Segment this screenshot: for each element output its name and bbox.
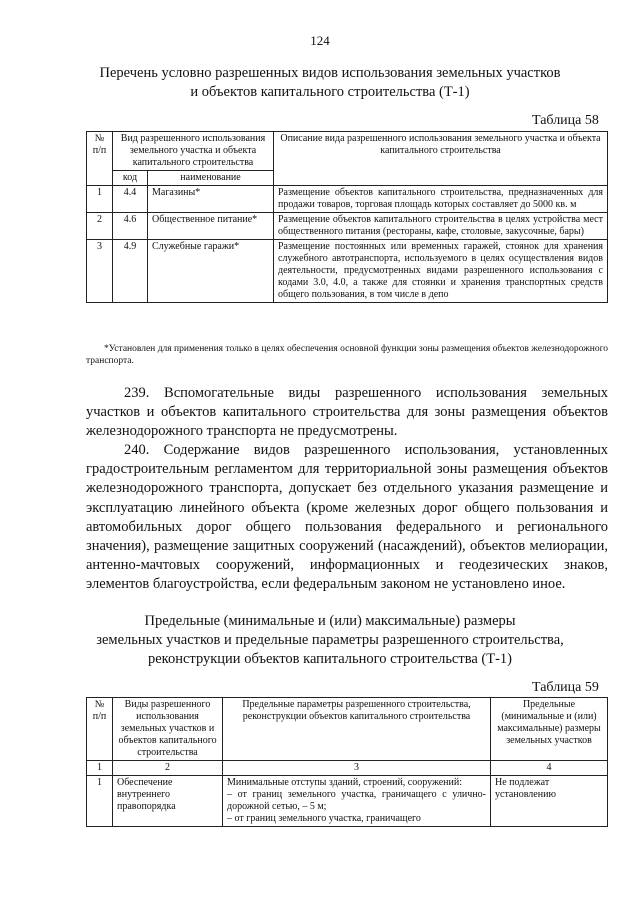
paragraph-239: 239. Вспомогательные виды разрешенного использования земельных участков и объектов капитального строительства для зоны размещения объектов железнодорожного транспорта не предусмотрены. bbox=[86, 385, 608, 440]
params-line: – от границ земельного участка, граничащего bbox=[227, 813, 421, 824]
table-59-caption: Таблица 59 bbox=[532, 680, 599, 695]
table-row bbox=[87, 186, 608, 213]
cell-num: 1 bbox=[87, 186, 113, 213]
table-header-row bbox=[87, 698, 608, 761]
cell-params bbox=[223, 776, 491, 827]
column-number: 4 bbox=[491, 761, 608, 776]
column-number: 1 bbox=[87, 761, 113, 776]
cell-description: Размещение объектов капитального строительства, предназначенных для продажи товаров, торговая площадь которых составляет до 5000 кв. м bbox=[274, 186, 608, 213]
table-row bbox=[87, 776, 608, 827]
list-heading bbox=[60, 64, 600, 102]
table-58-footnote: *Установлен для применения только в целях обеспечения основной функции зоны размещения объектов железнодорожного транспорта. bbox=[86, 344, 608, 366]
list-heading-line: Перечень условно разрешенных видов использования земельных участков bbox=[99, 65, 561, 81]
table-58-caption: Таблица 58 bbox=[532, 113, 599, 128]
header-num: № п/п bbox=[87, 698, 113, 761]
params-line: Минимальные отступы зданий, строений, сооружений: bbox=[227, 777, 463, 788]
cell-code: 4.4 bbox=[113, 186, 148, 213]
limits-heading-line: реконструкции объектов капитального строительства (Т-1) bbox=[147, 651, 513, 667]
cell-num: 1 bbox=[87, 776, 113, 827]
header-name: наименование bbox=[148, 171, 274, 186]
limits-heading-line: земельных участков и предельные параметры разрешенного строительства, bbox=[96, 632, 564, 648]
table-row bbox=[87, 213, 608, 240]
cell-code: 4.6 bbox=[113, 213, 148, 240]
table-59 bbox=[86, 697, 608, 827]
header-params: Предельные параметры разрешенного строительства, реконструкции объектов капитального строительства bbox=[223, 698, 491, 761]
list-heading-line: и объектов капитального строительства (Т-1) bbox=[190, 84, 470, 100]
limits-heading-line: Предельные (минимальные и (или) максимальные) размеры bbox=[144, 613, 516, 629]
header-num: № п/п bbox=[87, 132, 113, 186]
cell-num: 2 bbox=[87, 213, 113, 240]
cell-description: Размещение объектов капитального строительства в целях устройства мест общественного питания (рестораны, кафе, столовые, закусочные, бары) bbox=[274, 213, 608, 240]
column-number-row bbox=[87, 761, 608, 776]
cell-sizes: Не подлежат установлению bbox=[491, 776, 608, 827]
header-kind: Вид разрешенного использования земельного участка и объекта капитального строительства bbox=[113, 132, 274, 171]
header-description: Описание вида разрешенного использования земельного участка и объекта капитального строительства bbox=[274, 132, 608, 186]
column-number: 2 bbox=[113, 761, 223, 776]
limits-heading bbox=[60, 612, 600, 669]
cell-kind: Обеспечение внутреннего правопорядка bbox=[113, 776, 223, 827]
column-number: 3 bbox=[223, 761, 491, 776]
cell-description: Размещение постоянных или временных гаражей, стоянок для хранения служебного автотранспорта, используемого в целях осуществления видов деятельности, предусмотренных видами разрешенного использования с кодами 3.0, 4.0, а также для стоянки и хранения транспортных средств общего пользования, в том числе в депо bbox=[274, 240, 608, 303]
cell-num: 3 bbox=[87, 240, 113, 303]
header-kind: Виды разрешенного использования земельных участков и объектов капитального строительства bbox=[113, 698, 223, 761]
cell-name: Служебные гаражи* bbox=[148, 240, 274, 303]
table-header-row bbox=[87, 132, 608, 171]
page-number: 124 bbox=[310, 33, 330, 48]
cell-name: Магазины* bbox=[148, 186, 274, 213]
params-line: – от границ земельного участка, граничащего с улично-дорожной сетью, – 5 м; bbox=[227, 789, 486, 812]
paragraph-240: 240. Содержание видов разрешенного использования, установленных градостроительным регламентом для территориальной зоны размещения объектов железнодорожного транспорта, допускает без отдельного указания размещение и эксплуатацию линейного объекта (кроме железных дорог общего пользования и автомобильных дорог общего пользования федерального и регионального значения), размещение защитных сооружений (насаждений), объектов мелиорации, антенно-мачтовых сооружений, информационных и геодезических знаков, элементов благоустройства, если федеральным законом не установлено иное. bbox=[86, 442, 608, 593]
table-58 bbox=[86, 131, 608, 303]
header-sizes: Предельные (минимальные и (или) максимальные) размеры земельных участков bbox=[491, 698, 608, 761]
table-row bbox=[87, 240, 608, 303]
header-code: код bbox=[113, 171, 148, 186]
cell-name: Общественное питание* bbox=[148, 213, 274, 240]
cell-code: 4.9 bbox=[113, 240, 148, 303]
